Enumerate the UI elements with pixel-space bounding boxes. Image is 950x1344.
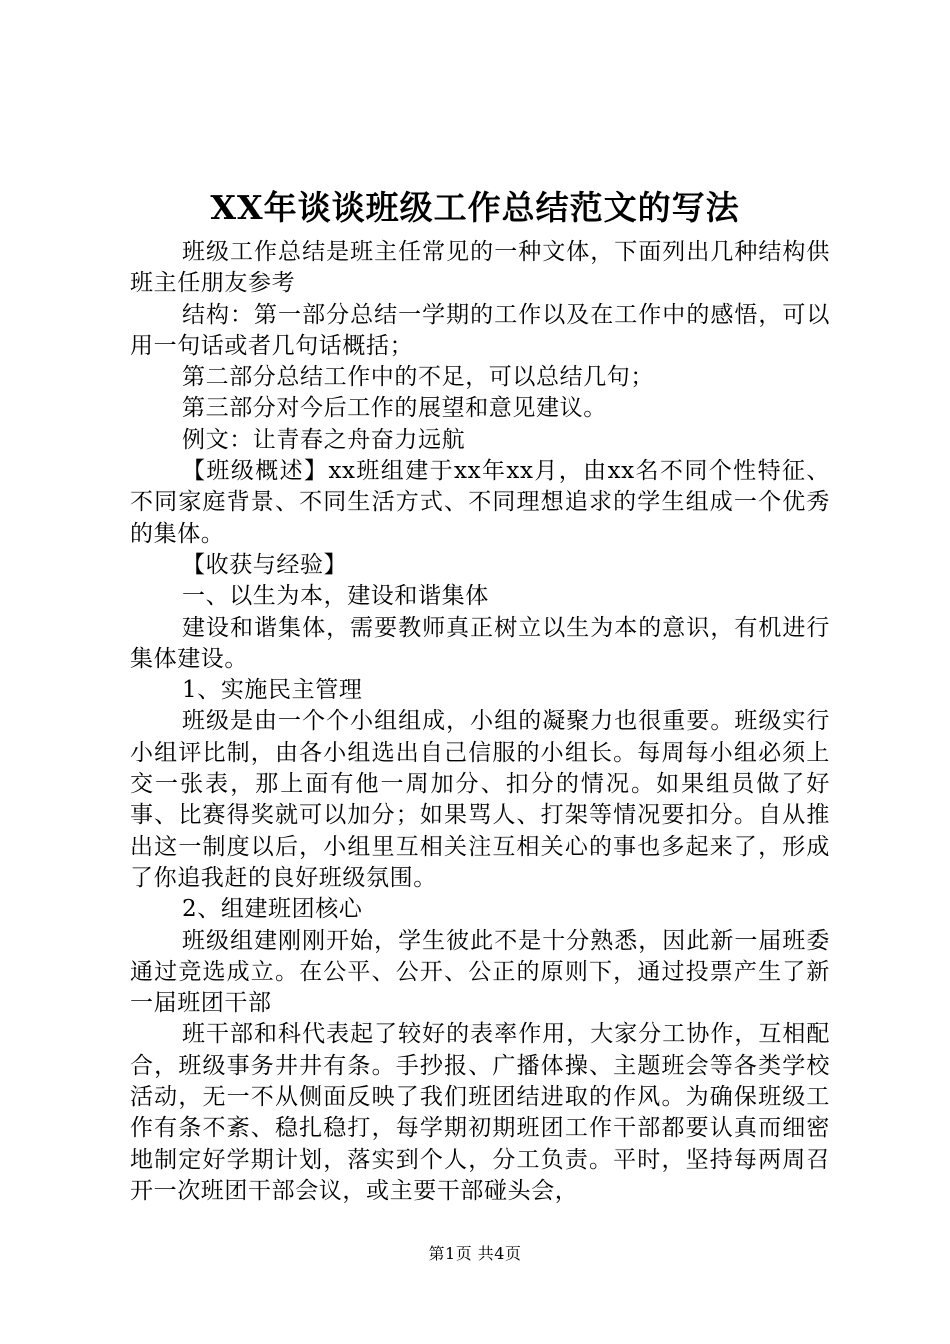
paragraph-structure-part-2: 第二部分总结工作中的不足，可以总结几句； xyxy=(182,364,654,391)
paragraph-harmony: 建设和谐集体，需要教师真正树立以生为本的意识，有机进行集体建设。 xyxy=(130,614,830,672)
section-heading-1: 一、以生为本，建设和谐集体 xyxy=(182,583,489,610)
subsection-heading-2: 2、组建班团核心 xyxy=(182,896,363,923)
paragraph-class-overview: 【班级概述】xx班组建于xx年xx月，由xx名不同个性特征、不同家庭背景、不同生活方式、不同理想追求的学生组成一个优秀的集体。 xyxy=(130,458,830,547)
document-title: XX年谈谈班级工作总结范文的写法 xyxy=(210,188,740,227)
paragraph-democratic-management: 班级是由一个个小组组成，小组的凝聚力也很重要。班级实行小组评比制，由各小组选出自己信服的小组长。每周每小组必须上交一张表，那上面有他一周加分、扣分的情况。如果组员做了好事、比赛得奖就可以加分；如果骂人、打架等情况要扣分。自从推出这一制度以后，小组里互相关注互相关心的事也多起来了，形成了你追我赶的良好班级氛围。 xyxy=(130,708,830,891)
paragraph-intro: 班级工作总结是班主任常见的一种文体，下面列出几种结构供班主任朋友参考 xyxy=(130,239,830,297)
paragraph-structure-part-1: 结构：第一部分总结一学期的工作以及在工作中的感悟，可以用一句话或者几句话概括； xyxy=(130,301,830,359)
paragraph-structure-part-3: 第三部分对今后工作的展望和意见建议。 xyxy=(182,395,607,422)
paragraph-cadres: 班干部和科代表起了较好的表率作用，大家分工协作，互相配合，班级事务井井有条。手抄报、广播体操、主题班会等各类学校活动，无一不从侧面反映了我们班团结进取的作风。为确保班级工作有条不紊、稳扎稳打，每学期初期班团工作干部都要认真而细密地制定好学期计划，落实到个人，分工负责。平时，坚持每两周召开一次班团干部会议，或主要干部碰头会， xyxy=(130,1021,830,1204)
section-heading-harvest: 【收获与经验】 xyxy=(182,551,348,578)
subsection-heading-1: 1、实施民主管理 xyxy=(182,677,363,704)
paragraph-class-committee: 班级组建刚刚开始，学生彼此不是十分熟悉，因此新一届班委通过竞选成立。在公平、公开、公正的原则下，通过投票产生了新一届班团干部 xyxy=(130,927,830,1017)
page-footer: 第1页 共4页 xyxy=(428,1244,522,1263)
paragraph-example-title: 例文：让青春之舟奋力远航 xyxy=(182,426,466,453)
document-body xyxy=(130,237,830,1207)
